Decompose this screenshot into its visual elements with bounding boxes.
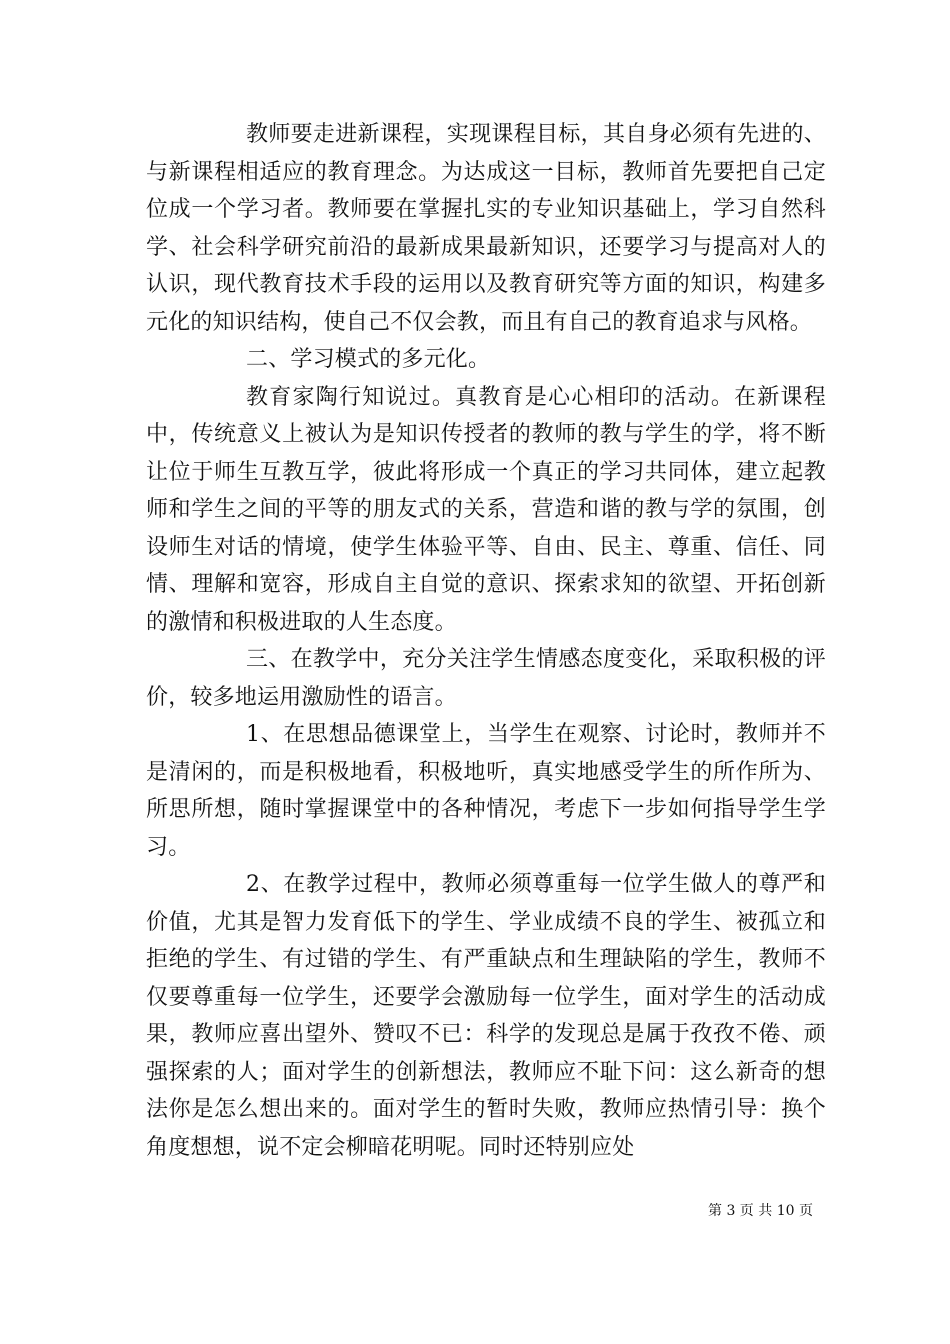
paragraph-teacher-learner: 教师要走进新课程，实现课程目标，其自身必须有先进的、与新课程相适应的教育理念。为达成这一目标，教师首先要把自己定位成一个学习者。教师要在掌握扎实的专业知识基础上，学习自然科学、社会科学研究前沿的最新成果最新知识，还要学习与提高对人的认识，现代教育技术手段的运用以及教育研究等方面的知识，构建多元化的知识结构，使自己不仅会教，而且有自己的教育追求与风格。	[146, 122, 826, 335]
document-body	[146, 116, 826, 1166]
paragraph-point-2: 2、在教学过程中，教师必须尊重每一位学生做人的尊严和价值，尤其是智力发育低下的学生、学业成绩不良的学生、被孤立和拒绝的学生、有过错的学生、有严重缺点和生理缺陷的学生，教师不仅要尊重每一位学生，还要学会激励每一位学生，面对学生的活动成果，教师应喜出望外、赞叹不已：科学的发现总是属于孜孜不倦、顽强探索的人；面对学生的创新想法，教师应不耻下问：这么新奇的想法你是怎么想出来的。面对学生的暂时失败，教师应热情引导：换个角度想想，说不定会柳暗花明呢。同时还特别应处	[146, 872, 826, 1160]
heading-emotional-attention: 三、在教学中，充分关注学生情感态度变化，采取积极的评价，较多地运用激励性的语言。	[146, 647, 826, 710]
paragraph-tao-xingzhi: 教育家陶行知说过。真教育是心心相印的活动。在新课程中，传统意义上被认为是知识传授者的教师的教与学生的学，将不断让位于师生互教互学，彼此将形成一个真正的学习共同体，建立起教师和学生之间的平等的朋友式的关系，营造和谐的教与学的氛围，创设师生对话的情境，使学生体验平等、自由、民主、尊重、信任、同情、理解和宽容，形成自主自觉的意识、探索求知的欲望、开拓创新的激情和积极进取的人生态度。	[146, 384, 826, 635]
heading-learning-mode: 二、学习模式的多元化。	[246, 347, 491, 372]
paragraph-point-1: 1、在思想品德课堂上，当学生在观察、讨论时，教师并不是清闲的，而是积极地看，积极地听，真实地感受学生的所作所为、所思所想，随时掌握课堂中的各种情况，考虑下一步如何指导学生学习。	[146, 722, 826, 860]
page-number-footer: 第 3 页 共 10 页	[708, 1203, 813, 1219]
